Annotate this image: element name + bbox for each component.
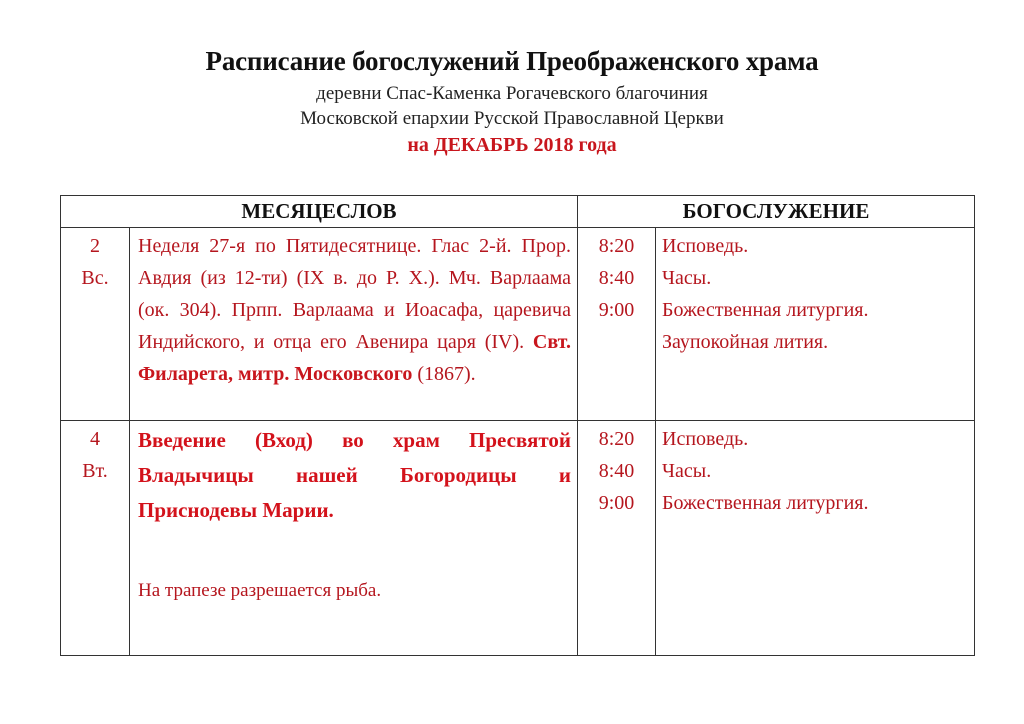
service-time: 9:00 <box>598 299 635 321</box>
table-row <box>61 421 975 656</box>
service-name: Исповедь. <box>662 428 749 450</box>
day-cell <box>61 228 130 421</box>
times-cell <box>578 421 656 656</box>
service-time: 9:00 <box>598 492 635 514</box>
service-name: Божественная литургия. <box>662 299 869 321</box>
service-name: Часы. <box>662 460 712 482</box>
table-row <box>61 228 975 421</box>
subtitle-village: деревни Спас-Каменка Рогачевского благочиния <box>316 83 708 104</box>
header-calendar: МЕСЯЦЕСЛОВ <box>61 196 578 228</box>
subtitle-diocese: Московской епархии Русской Православной Церкви <box>300 108 724 129</box>
table-header-row <box>61 196 975 228</box>
calendar-description <box>130 228 577 390</box>
service-name: Часы. <box>662 267 712 289</box>
service-time: 8:20 <box>598 235 635 257</box>
service-name: Исповедь. <box>662 235 749 257</box>
calendar-cell <box>130 421 578 656</box>
times-cell <box>578 228 656 421</box>
service-time: 8:40 <box>598 460 635 482</box>
saint-name: Свт. Филарета, митр. Московского <box>138 331 571 385</box>
service-name: Заупокойная лития. <box>662 331 829 353</box>
services-cell <box>656 228 975 421</box>
description-tail: (1867). <box>412 363 476 385</box>
header-services: БОГОСЛУЖЕНИЕ <box>578 196 975 228</box>
service-time: 8:20 <box>598 428 635 450</box>
services-cell <box>656 421 975 656</box>
calendar-cell <box>130 228 578 421</box>
schedule-table <box>60 195 975 656</box>
feast-title: Введение (Вход) во храм Пресвятой Владычицы нашей Богородицы и Приснодевы Марии. <box>138 428 571 522</box>
description-text: Неделя 27-я по Пятидесятнице. Глас 2-й. Прор. Авдия (из 12-ти) (IX в. до Р. Х.). Мч. Варлаама (ок. 304). Прпп. Варлаама и Иоасафа, царевича Индийского, и отца его Авенира царя (IV). <box>138 235 571 353</box>
fasting-note: На трапезе разрешается рыба. <box>138 580 382 601</box>
service-name: Божественная литургия. <box>662 492 869 514</box>
page-title: Расписание богослужений Преображенского храма <box>205 46 819 76</box>
day-cell <box>61 421 130 656</box>
weekday: Вс. <box>81 267 109 289</box>
weekday: Вт. <box>82 460 108 482</box>
day-number: 2 <box>90 235 100 257</box>
service-time: 8:40 <box>598 267 635 289</box>
schedule-month: на ДЕКАБРЬ 2018 года <box>407 134 617 156</box>
day-number: 4 <box>90 428 100 450</box>
